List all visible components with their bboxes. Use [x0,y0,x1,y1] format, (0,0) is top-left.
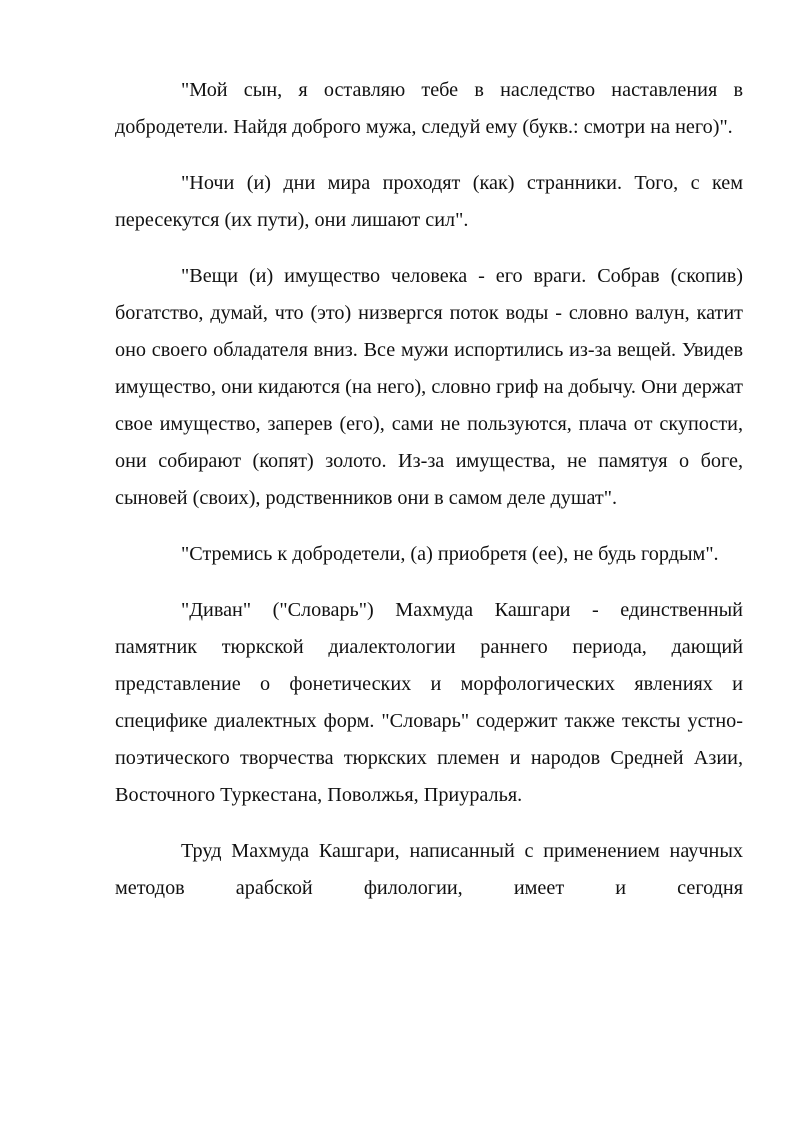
paragraph-5: "Диван" ("Словарь") Махмуда Кашгари - единственный памятник тюркской диалектологии раннего периода, дающий представление о фонетических и морфологических явлениях и специфике диалектных форм. "Словарь" содержит также тексты устно-поэтического творчества тюркских племен и народов Средней Азии, Восточного Туркестана, Поволжья, Приуралья. [115,599,743,806]
paragraph-1: "Мой сын, я оставляю тебе в наследство наставления в добродетели. Найдя доброго мужа, следуй ему (букв.: смотри на него)". [115,79,743,138]
paragraph-3: "Вещи (и) имущество человека - его враги. Собрав (скопив) богатство, думай, что (это) низвергся поток воды - словно валун, катит оно своего обладателя вниз. Все мужи испортились из-за вещей. Увидев имущество, они кидаются (на него), словно гриф на добычу. Они держат свое имущество, заперев (его), сами не пользуются, плача от скупости, они собирают (копят) золото. Из-за имущества, не памятуя о боге, сыновей (своих), родственников они в самом деле душат". [115,265,743,509]
paragraph-6: Труд Махмуда Кашгари, написанный с применением научных методов арабской филологии, имеет и сегодня [115,840,743,899]
paragraph-4: "Стремись к добродетели, (а) приобретя (ее), не будь гордым". [181,543,719,565]
document-body [115,72,743,926]
paragraph-2: "Ночи (и) дни мира проходят (как) странники. Того, с кем пересекутся (их пути), они лишают сил". [115,172,743,231]
